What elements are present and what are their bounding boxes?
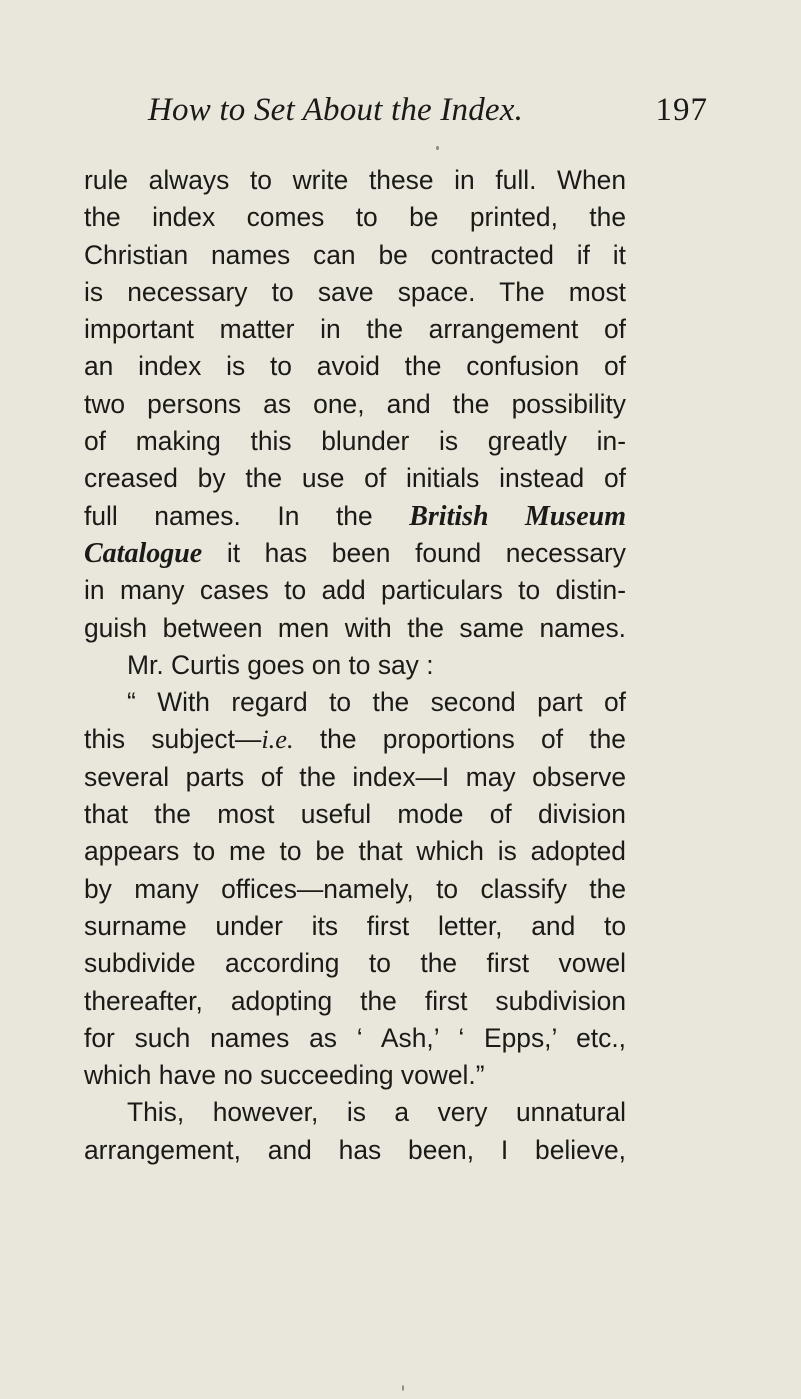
italic-title: British Museum	[409, 500, 626, 532]
text-line: appears to me to be that which is adopted	[84, 836, 626, 867]
text-segment: full names. In the	[84, 500, 373, 531]
text-line	[84, 535, 626, 572]
text-line: an index is to avoid the confusion of	[84, 351, 626, 382]
text-line: This, however, is a very unnatural	[127, 1097, 626, 1128]
text-line: that the most useful mode of division	[84, 799, 626, 830]
text-line: Christian names can be contracted if it	[84, 239, 626, 270]
text-line: important matter in the arrangement of	[84, 314, 626, 345]
text-line: of making this blunder is greatly in-	[84, 426, 626, 457]
text-line: by many offices—namely, to classify the	[84, 873, 626, 904]
page-number: 197	[655, 92, 708, 128]
text-segment: it has been found necessary	[226, 537, 626, 568]
text-line: thereafter, adopting the first subdivision	[84, 985, 626, 1016]
text-line: two persons as one, and the possibility	[84, 388, 626, 419]
italic-title: Catalogue	[84, 537, 203, 569]
text-line: arrangement, and has been, I believe,	[84, 1134, 626, 1165]
running-title: How to Set About the Index.	[148, 92, 524, 128]
text-line: creased by the use of initials instead of	[84, 463, 626, 494]
text-line: surname under its first letter, and to	[84, 910, 626, 941]
paper-speck	[402, 1385, 404, 1391]
text-line: subdivide according to the first vowel	[84, 948, 626, 979]
body-text	[84, 162, 626, 1169]
text-line: in many cases to add particulars to distin-	[84, 575, 626, 606]
italic-abbreviation: i.e.	[261, 724, 294, 755]
text-line: Mr. Curtis goes on to say :	[127, 649, 434, 680]
text-segment: this subject—	[84, 724, 262, 755]
running-head	[148, 92, 708, 132]
text-line: “ With regard to the second part of	[127, 687, 626, 718]
text-line: several parts of the index—I may observe	[84, 761, 626, 792]
text-line	[84, 498, 626, 535]
text-line: the index comes to be printed, the	[84, 202, 626, 233]
text-line: rule always to write these in full. When	[84, 165, 626, 195]
text-line: for such names as ‘ Ash,’ ‘ Epps,’ etc.,	[84, 1022, 626, 1053]
paper-speck	[436, 146, 439, 150]
text-line: guish between men with the same names.	[84, 612, 626, 643]
text-line	[84, 721, 626, 758]
text-line: is necessary to save space. The most	[84, 276, 626, 307]
text-line: which have no succeeding vowel.”	[84, 1060, 485, 1091]
text-segment: the proportions of the	[319, 724, 626, 755]
